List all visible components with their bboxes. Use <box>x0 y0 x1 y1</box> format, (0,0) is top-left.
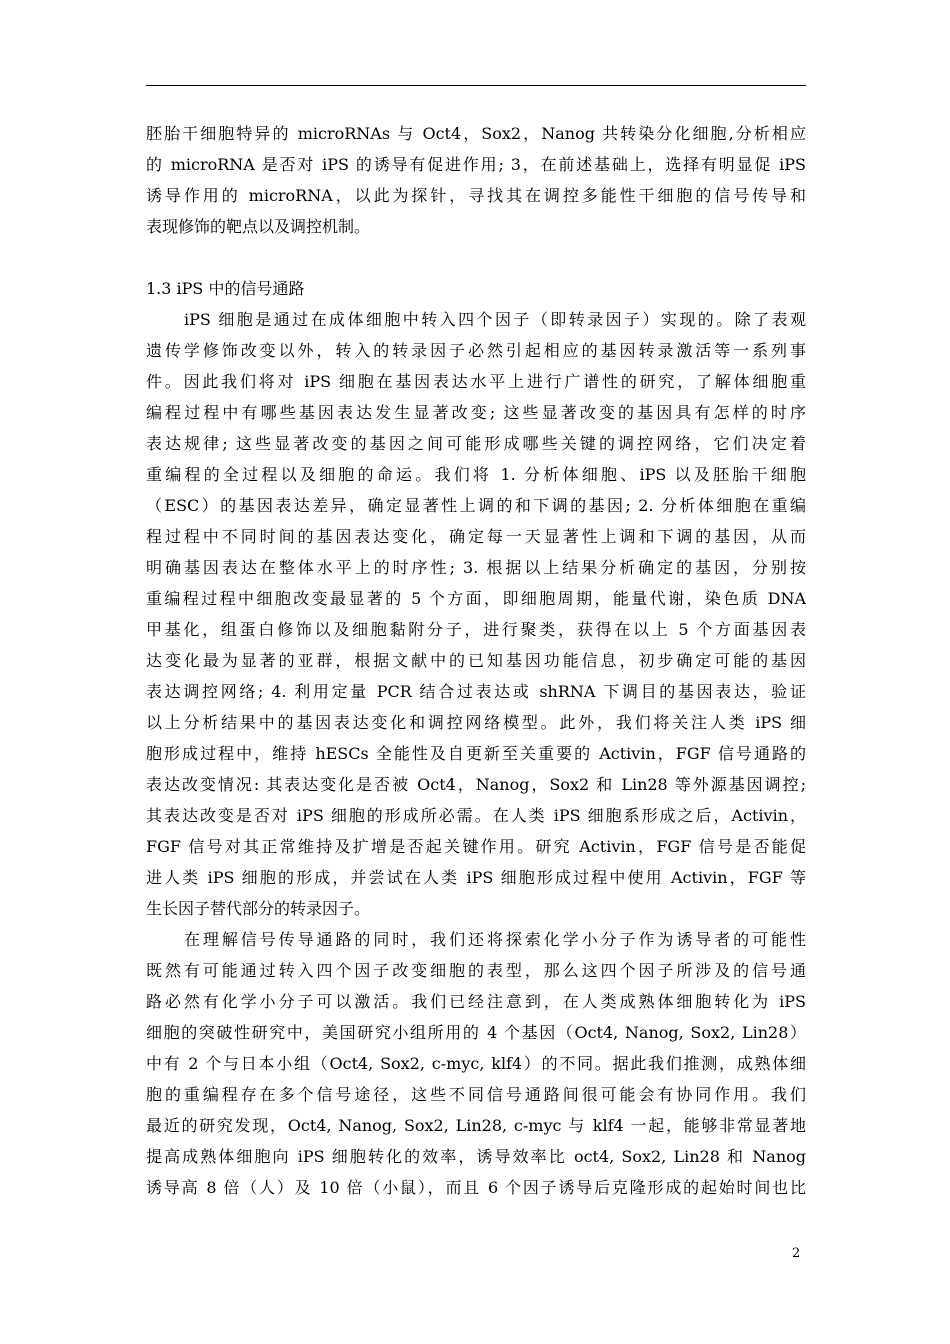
text-line: 路必然有化学小分子可以激活。我们已经注意到，在人类成熟体细胞转化为 iPS <box>146 992 806 1011</box>
text-line: iPS 细胞是通过在成体细胞中转入四个因子（即转录因子）实现的。除了表观 <box>184 310 806 329</box>
paragraph-signaling <box>146 304 806 924</box>
paragraph-gap <box>146 242 806 273</box>
text-line: 重编程过程中细胞改变最显著的 5 个方面，即细胞周期，能量代谢，染色质 DNA <box>146 589 806 608</box>
text-line: （ESC）的基因表达差异，确定显著性上调的和下调的基因; 2. 分析体细胞在重编 <box>146 496 806 515</box>
text-line: 胞的重编程存在多个信号途径，这些不同信号通路间很可能会有协同作用。我们 <box>146 1085 806 1104</box>
text-line: 生长因子替代部分的转录因子。 <box>146 899 371 918</box>
text-line: 表达规律; 这些显著改变的基因之间可能形成哪些关键的调控网络，它们决定着 <box>146 434 806 453</box>
text-line: 其表达改变是否对 iPS 细胞的形成所必需。在人类 iPS 细胞系形成之后，Activin， <box>146 806 806 825</box>
text-line: 诱导高 8 倍（人）及 10 倍（小鼠），而且 6 个因子诱导后克隆形成的起始时间也比 <box>146 1178 806 1197</box>
text-line: 既然有可能通过转入四个因子改变细胞的表型，那么这四个因子所涉及的信号通 <box>146 961 806 980</box>
text-line: 在理解信号传导通路的同时，我们还将探索化学小分子作为诱导者的可能性 <box>184 930 806 949</box>
page-body <box>146 118 806 1203</box>
paragraph-small-molecules <box>146 924 806 1203</box>
text-line: 胚胎干细胞特异的 microRNAs 与 Oct4，Sox2，Nanog 共转染分化细胞,分析相应 <box>146 124 806 143</box>
header-rule <box>146 85 806 86</box>
text-line: 程过程中不同时间的基因表达变化，确定每一天显著性上调和下调的基因，从而 <box>146 527 806 546</box>
text-line: 表达改变情况: 其表达变化是否被 Oct4，Nanog，Sox2 和 Lin28 等外源基因调控; <box>146 775 806 794</box>
text-line: 重编程的全过程以及细胞的命运。我们将 1. 分析体细胞、iPS 以及胚胎干细胞 <box>146 465 806 484</box>
text-line: 胞形成过程中，维持 hESCs 全能性及自更新至关重要的 Activin，FGF 信号通路的 <box>146 744 806 763</box>
text-line: 的 microRNA 是否对 iPS 的诱导有促进作用; 3，在前述基础上，选择有明显促 iPS <box>146 155 806 174</box>
text-line: 编程过程中有哪些基因表达发生显著改变; 这些显著改变的基因具有怎样的时序 <box>146 403 806 422</box>
text-line: 最近的研究发现，Oct4, Nanog, Sox2, Lin28, c-myc 与 klf4 一起，能够非常显著地 <box>146 1116 806 1135</box>
text-line: 件。因此我们将对 iPS 细胞在基因表达水平上进行广谱性的研究，了解体细胞重 <box>146 372 806 391</box>
section-heading: 1.3 iPS 中的信号通路 <box>146 279 305 298</box>
text-line: 进人类 iPS 细胞的形成，并尝试在人类 iPS 细胞形成过程中使用 Activin，FGF 等 <box>146 868 806 887</box>
paragraph-intro <box>146 118 806 242</box>
text-line: FGF 信号对其正常维持及扩增是否起关键作用。研究 Activin，FGF 信号是否能促 <box>146 837 806 856</box>
page-number: 2 <box>792 1246 801 1261</box>
text-line: 提高成熟体细胞向 iPS 细胞转化的效率，诱导效率比 oct4, Sox2, Lin28 和 Nanog <box>146 1147 806 1166</box>
text-line: 表达调控网络; 4. 利用定量 PCR 结合过表达或 shRNA 下调目的基因表达，验证 <box>146 682 806 701</box>
text-line: 细胞的突破性研究中，美国研究小组所用的 4 个基因（Oct4, Nanog, Sox2, Lin28） <box>146 1023 806 1042</box>
text-line: 明确基因表达在整体水平上的时序性; 3. 根据以上结果分析确定的基因，分别按 <box>146 558 806 577</box>
text-line: 甲基化，组蛋白修饰以及细胞黏附分子，进行聚类，获得在以上 5 个方面基因表 <box>146 620 806 639</box>
text-line: 以上分析结果中的基因表达变化和调控网络模型。此外，我们将关注人类 iPS 细 <box>146 713 806 732</box>
text-line: 诱导作用的 microRNA，以此为探针，寻找其在调控多能性干细胞的信号传导和 <box>146 186 806 205</box>
text-line: 中有 2 个与日本小组（Oct4, Sox2, c-myc, klf4）的不同。据此我们推测，成熟体细 <box>146 1054 806 1073</box>
text-line: 表现修饰的靶点以及调控机制。 <box>146 217 371 236</box>
text-line: 遗传学修饰改变以外，转入的转录因子必然引起相应的基因转录激活等一系列事 <box>146 341 806 360</box>
text-line: 达变化最为显著的亚群，根据文献中的已知基因功能信息，初步确定可能的基因 <box>146 651 806 670</box>
